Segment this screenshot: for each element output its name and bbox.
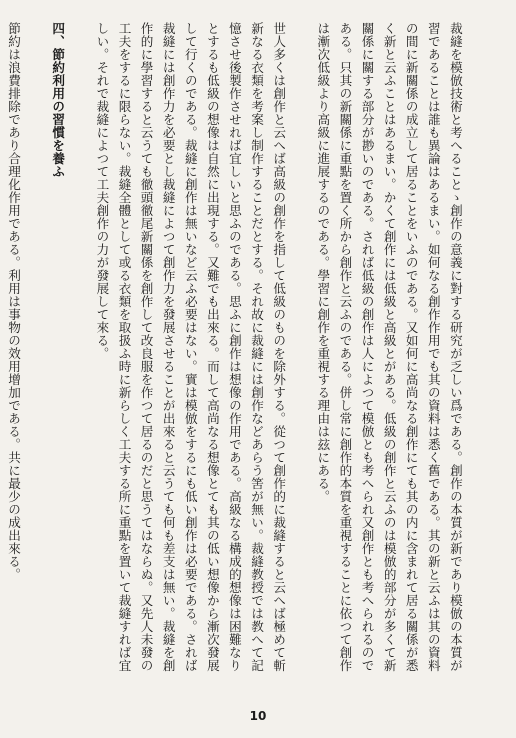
vertical-text-column-block [6, 22, 488, 674]
paragraph-creativity-theory: 裁縫を模倣技術と考へることゝ創作の意義に對する研究が乏しい爲である。創作の本質が新であり模倣の本質が習であることは誰も異論はあるまい。如何なる創作作用でも其の資料は悉く舊である。其の新と云ふは其の資料の間に新關係の成立して居ることをいふのである。又如何に高尚なる創作にても其の内に含まれて居る關係が悉く新と云ふことはあるまい。かくて創作には低級と高級とがある。低級の創作と云ふのは模倣的部分が多くて新關係に關する部分が尠いのである。されば低級の創作は人によつて模倣とも考へられ又創作とも考へられるのである。只其の新關係に重點を置く所から創作と云ふのである。併し常に創作的本質を重視することに依つて創作は漸次低級より高級に進展するのである。學習に創作を重視する理由は玆にある。 [315, 22, 463, 672]
page-number: 10 [249, 709, 267, 723]
paragraph-creativity-in-sewing: 世人多くは創作と云へば高級の創作を指して低級のものを除外する。從つて創作的に裁縫すると云へば極めて斬新なる衣類を考案し制作することだとする。それ故に裁縫には創作などあらう筈が無い。裁縫教授では教へて記憶させ後製作させれば宜しいと思ふのである。思ふに創作は想像の作用である。高級なる構成的想像は困難なりとするも低級の想像は自然に出現する。又難でも出來る。而して高尚なる想像とても其の低い想像から漸次發展して行くのである。裁縫に創作は無いなど云ふ必要はない。實は模倣をするにも低い創作は必要である。されば裁縫には創作力を必要とし裁縫によつて創作力を發展させることが出來ると云うても何も差支は無い。裁縫を創作的に學習すると云うても徹頭徹尾新關係を創作して改良服を作つて居るのだと思うてはならぬ。又先人未發の工夫をするに限らない。裁縫全體として或る衣類を取扱ふ時に新らしく工夫する所に重點を置いて裁縫すれば宜しい。それで裁縫によつて工夫創作の力が發展して來る。 [94, 22, 287, 672]
section-body: 節約は浪費排除であり合理化作用である。利用は事物の效用增加である。共に最少の成出來る。 [6, 22, 22, 581]
section-heading: 四、節約利用の習慣を養ふ [50, 22, 66, 178]
